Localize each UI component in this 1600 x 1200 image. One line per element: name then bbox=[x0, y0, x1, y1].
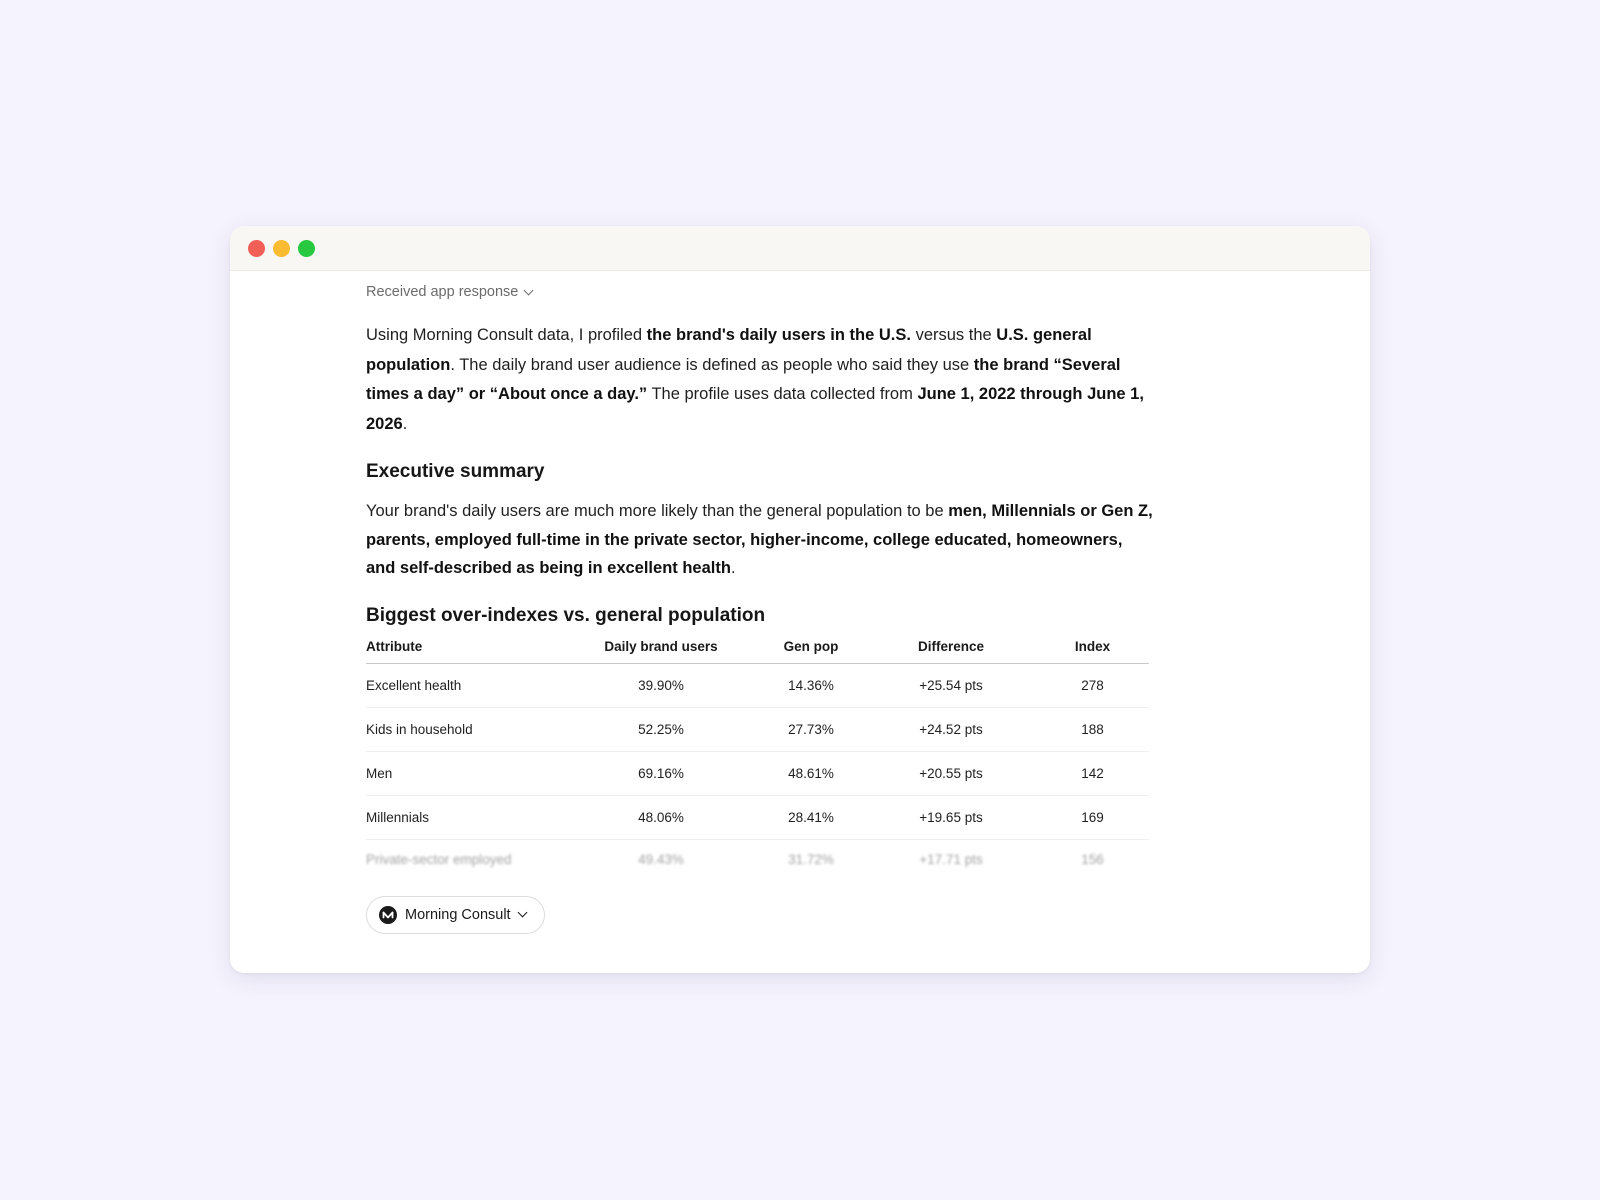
cell-daily-brand-users: 39.90% bbox=[566, 663, 756, 707]
intro-text: Using Morning Consult data, I profiled bbox=[366, 326, 647, 344]
table-row bbox=[366, 751, 1149, 795]
column-header-daily-brand-users: Daily brand users bbox=[566, 639, 756, 664]
cell-difference: +20.55 pts bbox=[866, 751, 1036, 795]
received-app-response-toggle[interactable] bbox=[366, 284, 532, 300]
chevron-down-icon bbox=[524, 285, 534, 295]
response-content bbox=[366, 270, 1156, 934]
cell-index: 142 bbox=[1036, 751, 1149, 795]
morning-consult-source-button[interactable] bbox=[366, 896, 545, 934]
column-header-attribute: Attribute bbox=[366, 639, 566, 664]
table-row bbox=[366, 663, 1149, 707]
intro-bold: U.S. general population bbox=[366, 326, 1092, 374]
cell-attribute: Kids in household bbox=[366, 707, 566, 751]
chevron-down-icon bbox=[517, 908, 527, 918]
cell-index: 156 bbox=[1081, 852, 1104, 867]
cell-index: 169 bbox=[1036, 795, 1149, 839]
summary-text: Your brand's daily users are much more likely than the general population to be bbox=[366, 502, 949, 520]
column-header-index: Index bbox=[1036, 639, 1149, 664]
cell-difference: +24.52 pts bbox=[866, 707, 1036, 751]
table-row bbox=[366, 839, 1149, 880]
cell-daily-brand-users: 69.16% bbox=[566, 751, 756, 795]
cell-difference: +19.65 pts bbox=[866, 795, 1036, 839]
intro-text: . bbox=[402, 414, 408, 433]
executive-summary-paragraph bbox=[366, 497, 1156, 583]
cell-difference: +25.54 pts bbox=[866, 663, 1036, 707]
morning-consult-logo-icon bbox=[379, 906, 397, 924]
table-row bbox=[366, 707, 1149, 751]
cell-gen-pop: 14.36% bbox=[756, 663, 866, 707]
summary-bold: men, Millennials or Gen Z, parents, employed full-time in the private sector, higher-income, college educated, homeowners, and self-described as being in excellent health bbox=[366, 502, 1153, 577]
cell-index: 188 bbox=[1036, 707, 1149, 751]
response-toggle-label: Received app response bbox=[366, 284, 519, 300]
cell-daily-brand-users: 52.25% bbox=[566, 707, 756, 751]
cell-attribute: Men bbox=[366, 751, 566, 795]
source-label: Morning Consult bbox=[405, 906, 511, 923]
intro-bold: the brand “Several times a day” or “About once a day.” bbox=[366, 355, 1121, 403]
cell-attribute: Millennials bbox=[366, 795, 566, 839]
zoom-window-button[interactable] bbox=[298, 240, 315, 257]
cell-difference: +17.71 pts bbox=[919, 852, 983, 867]
over-indexes-heading: Biggest over-indexes vs. general population bbox=[366, 604, 766, 626]
intro-bold: the brand's daily users in the U.S. bbox=[646, 326, 911, 344]
intro-bold: June 1, 2022 through June 1, 2026 bbox=[366, 385, 1144, 433]
cell-attribute: Excellent health bbox=[366, 663, 566, 707]
intro-text: The profile uses data collected from bbox=[647, 385, 918, 403]
over-indexes-table bbox=[366, 639, 1149, 880]
executive-summary-heading: Executive summary bbox=[366, 461, 545, 482]
morning-consult-mark bbox=[382, 909, 394, 921]
cell-gen-pop: 48.61% bbox=[756, 751, 866, 795]
intro-text: . The daily brand user audience is defined as people who said they use bbox=[450, 355, 974, 374]
table-row bbox=[366, 795, 1149, 839]
summary-text: . bbox=[730, 559, 736, 577]
cell-gen-pop: 31.72% bbox=[788, 852, 834, 867]
cell-daily-brand-users: 48.06% bbox=[566, 795, 756, 839]
close-window-button[interactable] bbox=[248, 240, 265, 257]
cell-gen-pop: 28.41% bbox=[756, 795, 866, 839]
column-header-gen-pop: Gen pop bbox=[756, 639, 866, 664]
cell-index: 278 bbox=[1036, 663, 1149, 707]
intro-paragraph bbox=[366, 321, 1156, 439]
window-titlebar bbox=[230, 226, 1370, 271]
cell-daily-brand-users: 49.43% bbox=[638, 852, 684, 867]
table-header-row bbox=[366, 639, 1149, 664]
column-header-difference: Difference bbox=[866, 639, 1036, 664]
cell-gen-pop: 27.73% bbox=[756, 707, 866, 751]
app-window bbox=[230, 226, 1370, 973]
minimize-window-button[interactable] bbox=[273, 240, 290, 257]
cell-attribute: Private-sector employed bbox=[366, 852, 512, 867]
intro-text: versus the bbox=[910, 326, 997, 344]
